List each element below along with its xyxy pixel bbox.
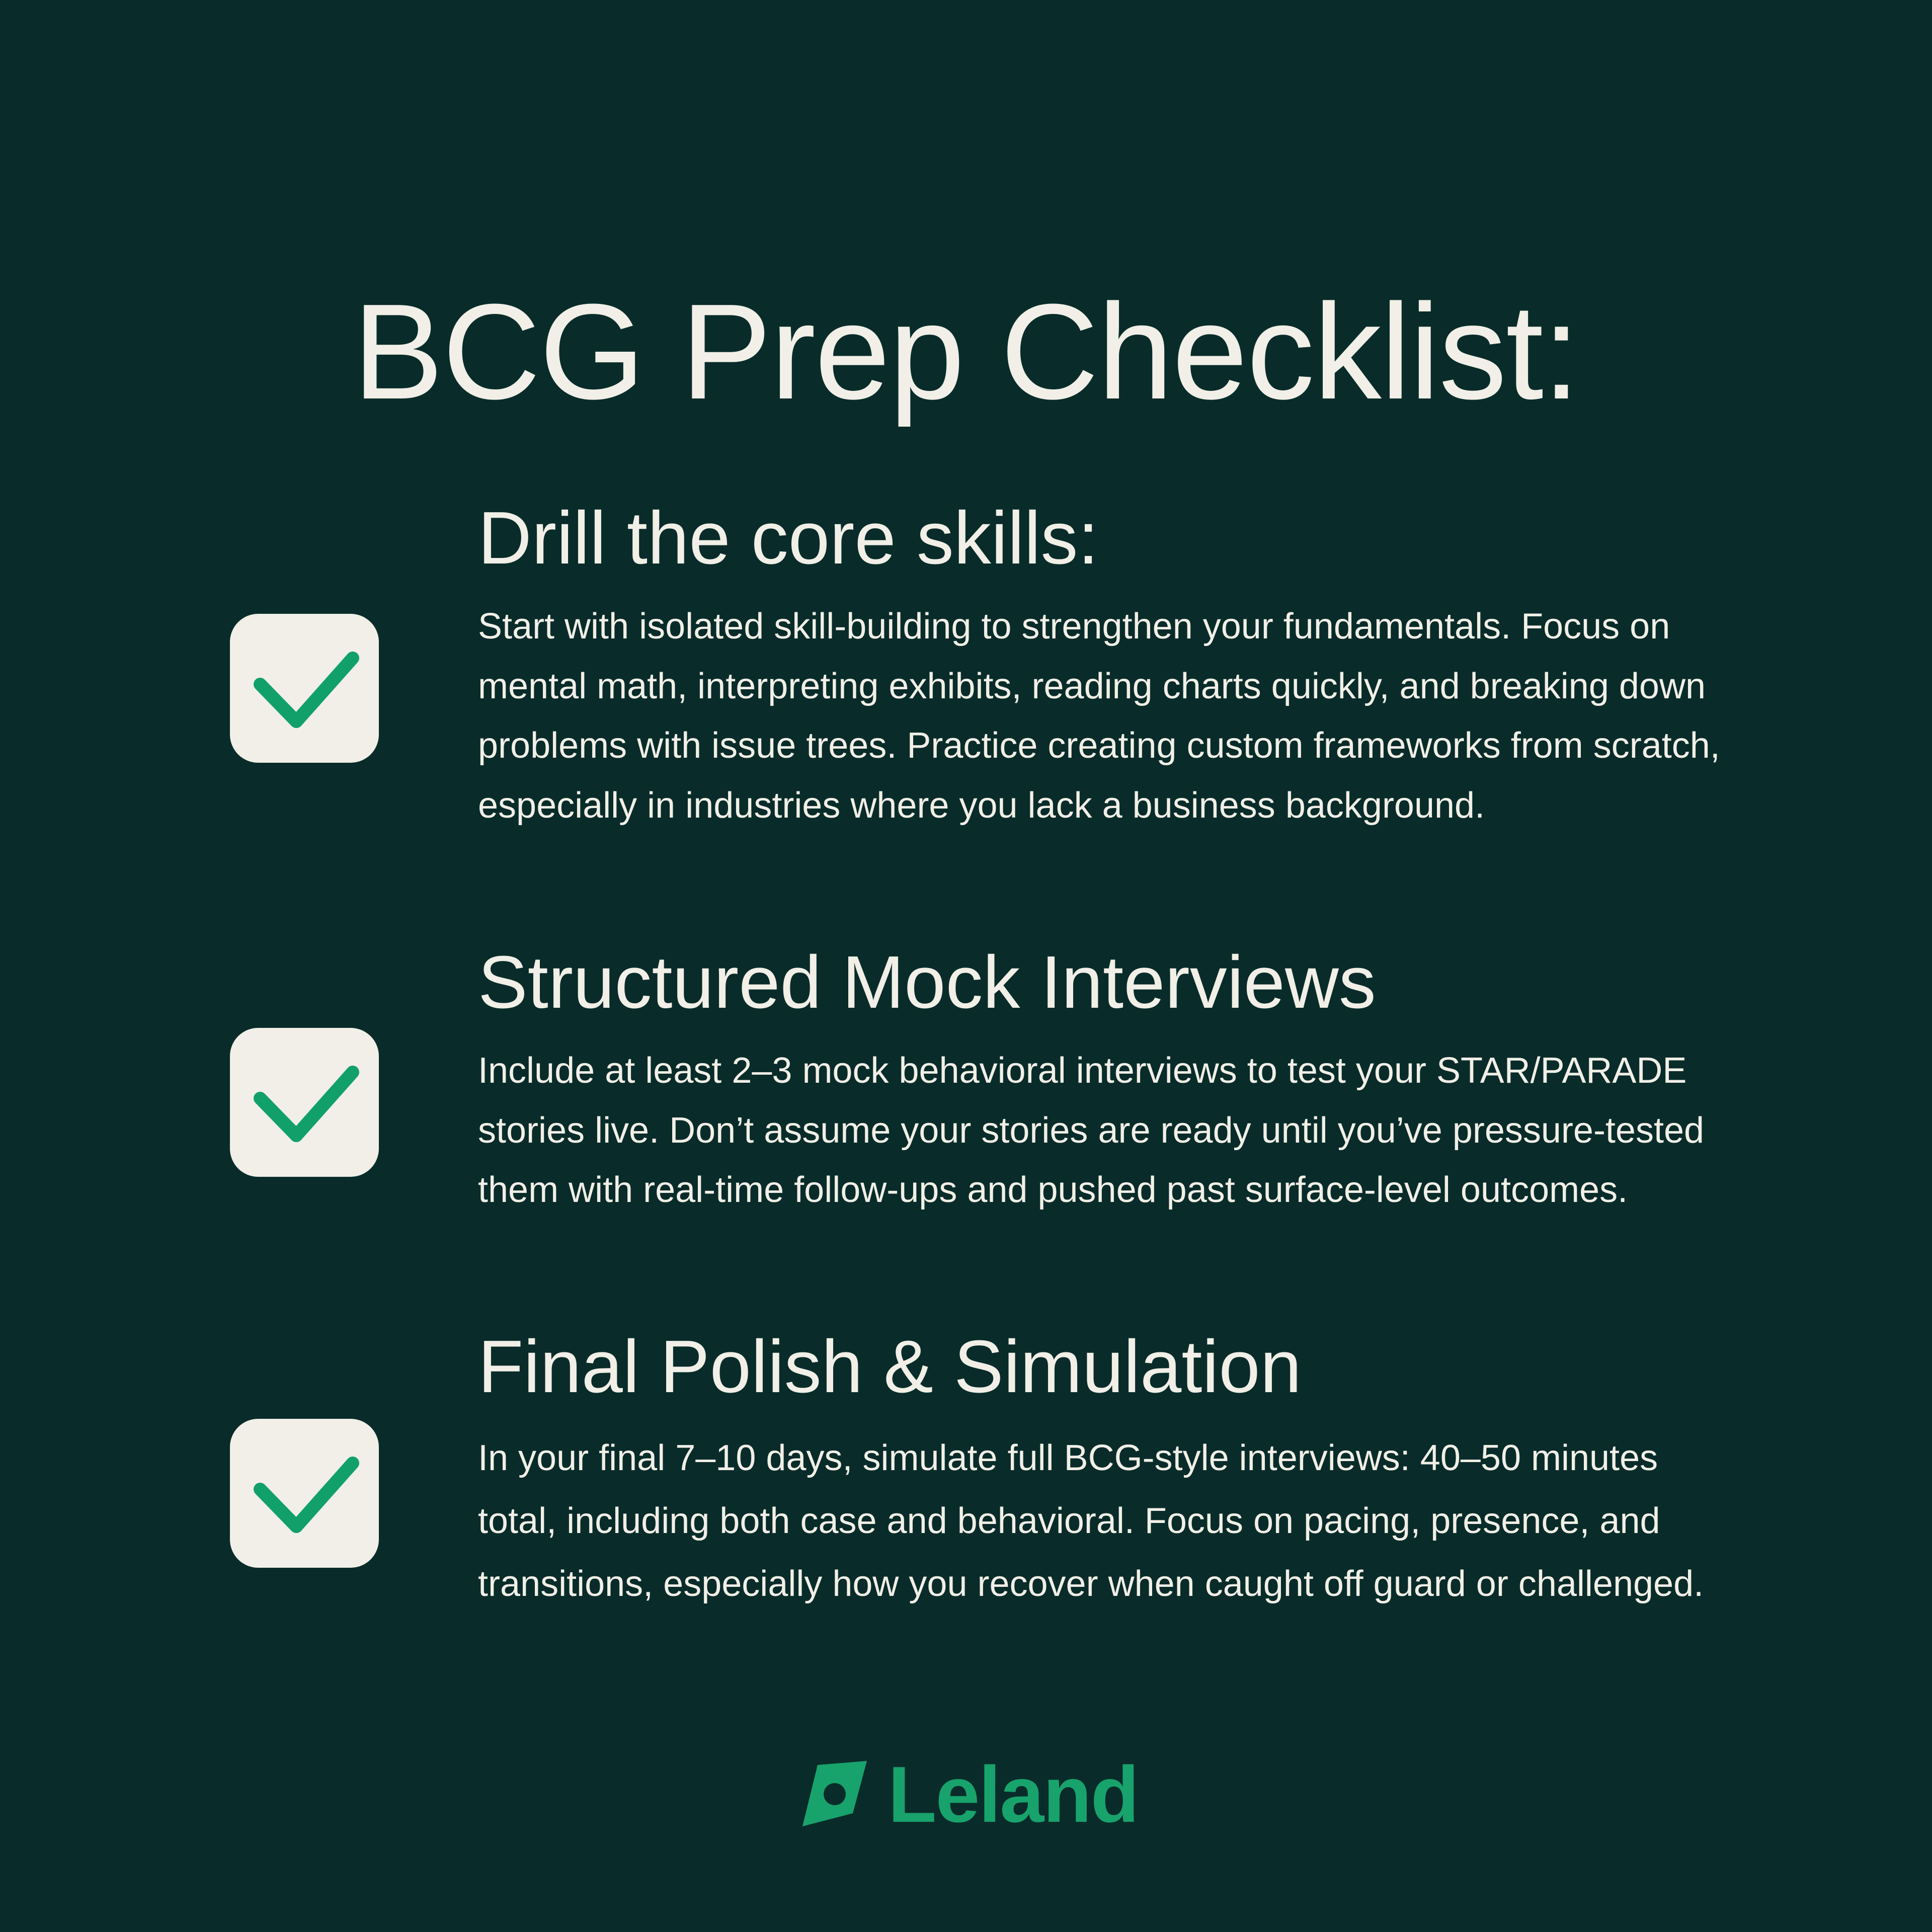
item-heading: Structured Mock Interviews: [478, 941, 1376, 1024]
item-body: In your final 7–10 days, simulate full BCG-style interviews: 40–50 minutes total, including both case and behavioral. Focus on pacing, presence, and transitions, especially how you recover when caught off guard or challenged.: [478, 1438, 1704, 1604]
item-heading: Drill the core skills:: [478, 497, 1099, 580]
checkbox-checked-icon[interactable]: [230, 614, 379, 763]
page-title: BCG Prep Checklist:: [353, 276, 1579, 428]
checkmark-icon: [230, 1419, 379, 1568]
brand-name: Leland: [888, 1750, 1139, 1839]
leland-logo: [802, 1750, 1155, 1839]
checkmark-icon: [230, 614, 379, 763]
compass-logo-icon: [802, 1761, 868, 1826]
checkbox-checked-icon[interactable]: [230, 1028, 379, 1177]
checkbox-checked-icon[interactable]: [230, 1419, 379, 1568]
item-body: Start with isolated skill-building to strengthen your fundamentals. Focus on mental math, interpreting exhibits, reading charts quickly, and breaking down problems with issue trees. Practice creating custom frameworks from scratch, especially in industries where you lack a business background.: [478, 606, 1720, 826]
item-body: Include at least 2–3 mock behavioral interviews to test your STAR/PARADE stories live. Don’t assume your stories are ready until you’ve pressure-tested them with real-time follow-ups and pushed past surface-level outcomes.: [478, 1051, 1705, 1210]
checkmark-icon: [230, 1028, 379, 1177]
item-heading: Final Polish & Simulation: [478, 1325, 1302, 1408]
